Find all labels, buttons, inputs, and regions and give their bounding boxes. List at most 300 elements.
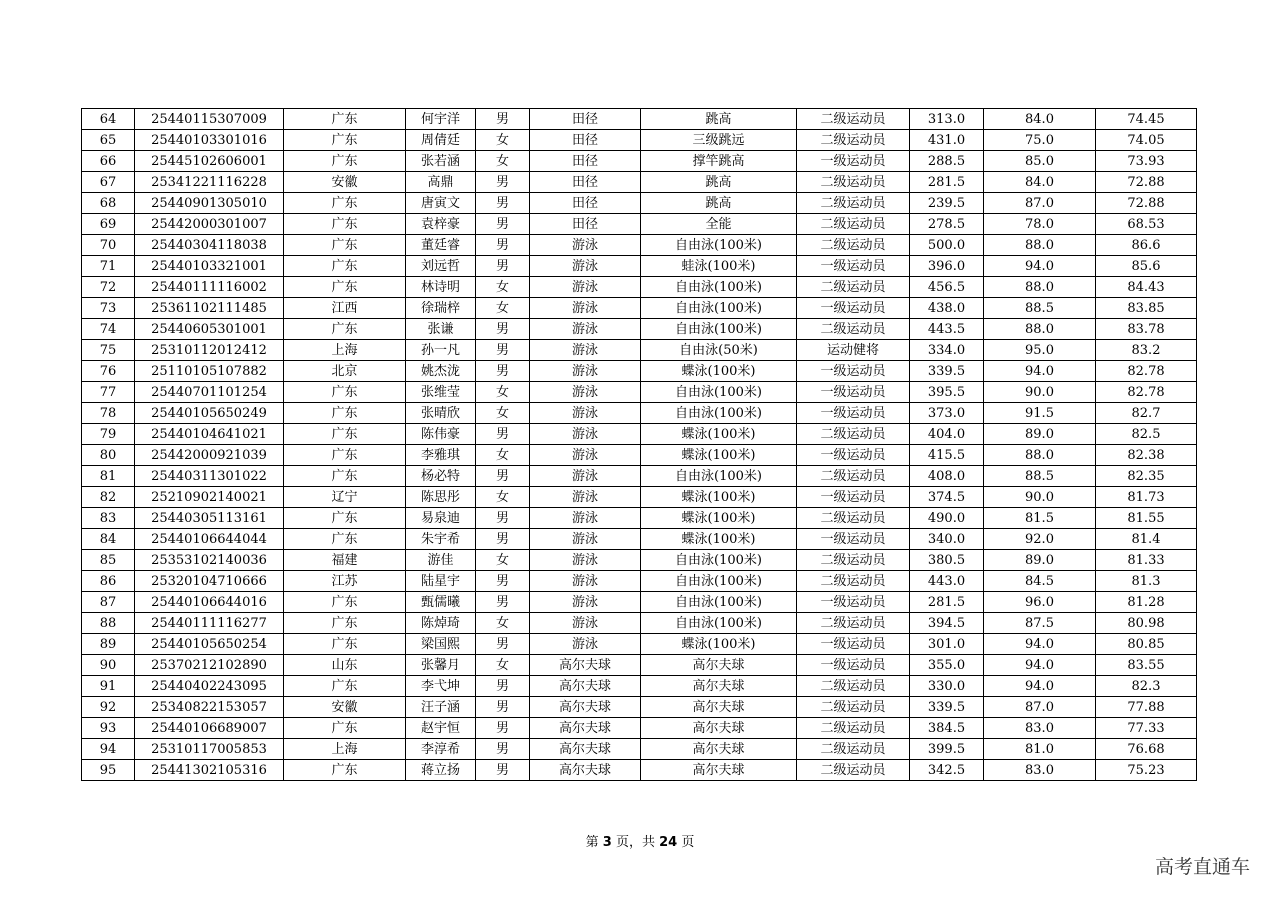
test-score-cell: 90.0 — [984, 487, 1096, 508]
name-cell: 唐寅文 — [406, 193, 476, 214]
name-cell: 陈焯琦 — [406, 613, 476, 634]
total-cell: 74.05 — [1096, 130, 1197, 151]
seq-cell: 85 — [82, 550, 135, 571]
sport-cell: 田径 — [530, 109, 641, 130]
gender-cell: 女 — [476, 298, 530, 319]
sport-cell: 高尔夫球 — [530, 760, 641, 781]
seq-cell: 70 — [82, 235, 135, 256]
gender-cell: 男 — [476, 214, 530, 235]
level-cell: 二级运动员 — [797, 550, 910, 571]
table-row — [82, 676, 1197, 697]
name-cell: 汪子涵 — [406, 697, 476, 718]
test-score-cell: 88.0 — [984, 319, 1096, 340]
province-cell: 上海 — [284, 340, 406, 361]
total-cell: 77.88 — [1096, 697, 1197, 718]
test-score-cell: 84.5 — [984, 571, 1096, 592]
province-cell: 广东 — [284, 592, 406, 613]
watermark: 高考直通车 — [1154, 856, 1250, 878]
name-cell: 陆星宇 — [406, 571, 476, 592]
province-cell: 广东 — [284, 718, 406, 739]
table-body — [82, 109, 1197, 781]
score-cell: 334.0 — [910, 340, 984, 361]
total-cell: 83.55 — [1096, 655, 1197, 676]
level-cell: 一级运动员 — [797, 151, 910, 172]
score-cell: 394.5 — [910, 613, 984, 634]
level-cell: 二级运动员 — [797, 466, 910, 487]
score-cell: 355.0 — [910, 655, 984, 676]
seq-cell: 90 — [82, 655, 135, 676]
exam-id-cell: 25440106644044 — [135, 529, 284, 550]
gender-cell: 女 — [476, 655, 530, 676]
level-cell: 一级运动员 — [797, 403, 910, 424]
exam-id-cell: 25440111116002 — [135, 277, 284, 298]
exam-id-cell: 25440103301016 — [135, 130, 284, 151]
seq-cell: 73 — [82, 298, 135, 319]
total-cell: 77.33 — [1096, 718, 1197, 739]
exam-id-cell: 25440311301022 — [135, 466, 284, 487]
province-cell: 福建 — [284, 550, 406, 571]
score-cell: 380.5 — [910, 550, 984, 571]
seq-cell: 95 — [82, 760, 135, 781]
total-cell: 75.23 — [1096, 760, 1197, 781]
event-cell: 高尔夫球 — [641, 676, 797, 697]
score-cell: 342.5 — [910, 760, 984, 781]
test-score-cell: 94.0 — [984, 256, 1096, 277]
total-cell: 82.35 — [1096, 466, 1197, 487]
total-cell: 81.3 — [1096, 571, 1197, 592]
province-cell: 广东 — [284, 529, 406, 550]
sport-cell: 高尔夫球 — [530, 697, 641, 718]
level-cell: 一级运动员 — [797, 256, 910, 277]
exam-id-cell: 25310117005853 — [135, 739, 284, 760]
name-cell: 孙一凡 — [406, 340, 476, 361]
test-score-cell: 96.0 — [984, 592, 1096, 613]
footer-suffix: 页 — [677, 835, 695, 850]
total-cell: 74.45 — [1096, 109, 1197, 130]
seq-cell: 75 — [82, 340, 135, 361]
sport-cell: 游泳 — [530, 550, 641, 571]
level-cell: 二级运动员 — [797, 109, 910, 130]
total-cell: 82.5 — [1096, 424, 1197, 445]
name-cell: 朱宇希 — [406, 529, 476, 550]
gender-cell: 男 — [476, 508, 530, 529]
gender-cell: 男 — [476, 718, 530, 739]
score-cell: 384.5 — [910, 718, 984, 739]
level-cell: 一级运动员 — [797, 445, 910, 466]
event-cell: 自由泳(100米) — [641, 571, 797, 592]
total-cell: 82.78 — [1096, 382, 1197, 403]
name-cell: 张维莹 — [406, 382, 476, 403]
event-cell: 自由泳(100米) — [641, 319, 797, 340]
exam-id-cell: 25442000301007 — [135, 214, 284, 235]
results-table — [81, 108, 1197, 781]
total-cell: 82.3 — [1096, 676, 1197, 697]
name-cell: 姚杰泷 — [406, 361, 476, 382]
table-row — [82, 130, 1197, 151]
province-cell: 广东 — [284, 508, 406, 529]
seq-cell: 72 — [82, 277, 135, 298]
level-cell: 二级运动员 — [797, 508, 910, 529]
name-cell: 陈思彤 — [406, 487, 476, 508]
gender-cell: 男 — [476, 361, 530, 382]
event-cell: 自由泳(100米) — [641, 592, 797, 613]
score-cell: 301.0 — [910, 634, 984, 655]
score-cell: 399.5 — [910, 739, 984, 760]
seq-cell: 93 — [82, 718, 135, 739]
total-cell: 82.78 — [1096, 361, 1197, 382]
level-cell: 二级运动员 — [797, 571, 910, 592]
gender-cell: 男 — [476, 172, 530, 193]
score-cell: 281.5 — [910, 172, 984, 193]
exam-id-cell: 25440105650249 — [135, 403, 284, 424]
name-cell: 刘远哲 — [406, 256, 476, 277]
event-cell: 高尔夫球 — [641, 655, 797, 676]
exam-id-cell: 25440305113161 — [135, 508, 284, 529]
exam-id-cell: 25440901305010 — [135, 193, 284, 214]
seq-cell: 78 — [82, 403, 135, 424]
score-cell: 239.5 — [910, 193, 984, 214]
total-cell: 72.88 — [1096, 172, 1197, 193]
province-cell: 江西 — [284, 298, 406, 319]
gender-cell: 男 — [476, 340, 530, 361]
sport-cell: 游泳 — [530, 319, 641, 340]
event-cell: 蝶泳(100米) — [641, 424, 797, 445]
test-score-cell: 88.0 — [984, 277, 1096, 298]
sport-cell: 游泳 — [530, 382, 641, 403]
total-cell: 80.98 — [1096, 613, 1197, 634]
sport-cell: 田径 — [530, 214, 641, 235]
name-cell: 梁国熙 — [406, 634, 476, 655]
level-cell: 运动健将 — [797, 340, 910, 361]
province-cell: 广东 — [284, 235, 406, 256]
event-cell: 高尔夫球 — [641, 697, 797, 718]
name-cell: 李雅琪 — [406, 445, 476, 466]
test-score-cell: 83.0 — [984, 718, 1096, 739]
table-row — [82, 424, 1197, 445]
event-cell: 跳高 — [641, 172, 797, 193]
gender-cell: 男 — [476, 739, 530, 760]
event-cell: 自由泳(100米) — [641, 235, 797, 256]
seq-cell: 76 — [82, 361, 135, 382]
level-cell: 二级运动员 — [797, 319, 910, 340]
score-cell: 431.0 — [910, 130, 984, 151]
score-cell: 330.0 — [910, 676, 984, 697]
score-cell: 408.0 — [910, 466, 984, 487]
score-cell: 373.0 — [910, 403, 984, 424]
exam-id-cell: 25353102140036 — [135, 550, 284, 571]
province-cell: 广东 — [284, 382, 406, 403]
sport-cell: 田径 — [530, 193, 641, 214]
gender-cell: 女 — [476, 445, 530, 466]
test-score-cell: 94.0 — [984, 655, 1096, 676]
province-cell: 上海 — [284, 739, 406, 760]
province-cell: 广东 — [284, 214, 406, 235]
total-cell: 83.2 — [1096, 340, 1197, 361]
test-score-cell: 87.0 — [984, 193, 1096, 214]
seq-cell: 77 — [82, 382, 135, 403]
sport-cell: 游泳 — [530, 613, 641, 634]
level-cell: 二级运动员 — [797, 676, 910, 697]
level-cell: 二级运动员 — [797, 277, 910, 298]
name-cell: 张谦 — [406, 319, 476, 340]
seq-cell: 80 — [82, 445, 135, 466]
score-cell: 281.5 — [910, 592, 984, 613]
name-cell: 易泉迪 — [406, 508, 476, 529]
sport-cell: 游泳 — [530, 361, 641, 382]
table-row — [82, 613, 1197, 634]
seq-cell: 88 — [82, 613, 135, 634]
table-row — [82, 109, 1197, 130]
test-score-cell: 88.5 — [984, 298, 1096, 319]
test-score-cell: 84.0 — [984, 109, 1096, 130]
score-cell: 404.0 — [910, 424, 984, 445]
exam-id-cell: 25440701101254 — [135, 382, 284, 403]
name-cell: 李弋坤 — [406, 676, 476, 697]
seq-cell: 84 — [82, 529, 135, 550]
level-cell: 一级运动员 — [797, 655, 910, 676]
test-score-cell: 89.0 — [984, 424, 1096, 445]
seq-cell: 92 — [82, 697, 135, 718]
seq-cell: 79 — [82, 424, 135, 445]
sport-cell: 田径 — [530, 130, 641, 151]
score-cell: 278.5 — [910, 214, 984, 235]
score-cell: 339.5 — [910, 361, 984, 382]
total-cell: 81.33 — [1096, 550, 1197, 571]
seq-cell: 74 — [82, 319, 135, 340]
event-cell: 自由泳(100米) — [641, 550, 797, 571]
event-cell: 自由泳(100米) — [641, 277, 797, 298]
sport-cell: 高尔夫球 — [530, 718, 641, 739]
level-cell: 二级运动员 — [797, 613, 910, 634]
table-row — [82, 298, 1197, 319]
event-cell: 高尔夫球 — [641, 739, 797, 760]
total-cell: 83.85 — [1096, 298, 1197, 319]
level-cell: 一级运动员 — [797, 361, 910, 382]
exam-id-cell: 25441302105316 — [135, 760, 284, 781]
sport-cell: 游泳 — [530, 256, 641, 277]
exam-id-cell: 25370212102890 — [135, 655, 284, 676]
footer-middle: 页，共 — [611, 835, 660, 850]
name-cell: 蒋立扬 — [406, 760, 476, 781]
test-score-cell: 94.0 — [984, 676, 1096, 697]
gender-cell: 男 — [476, 319, 530, 340]
seq-cell: 68 — [82, 193, 135, 214]
page-total: 24 — [659, 835, 678, 850]
score-cell: 374.5 — [910, 487, 984, 508]
score-cell: 443.0 — [910, 571, 984, 592]
seq-cell: 67 — [82, 172, 135, 193]
name-cell: 李淳希 — [406, 739, 476, 760]
table-row — [82, 214, 1197, 235]
table-row — [82, 172, 1197, 193]
test-score-cell: 87.0 — [984, 697, 1096, 718]
total-cell: 81.55 — [1096, 508, 1197, 529]
exam-id-cell: 25440105650254 — [135, 634, 284, 655]
level-cell: 一级运动员 — [797, 487, 910, 508]
total-cell: 76.68 — [1096, 739, 1197, 760]
gender-cell: 男 — [476, 571, 530, 592]
page-footer — [0, 831, 1280, 850]
event-cell: 跳高 — [641, 193, 797, 214]
sport-cell: 游泳 — [530, 508, 641, 529]
gender-cell: 女 — [476, 487, 530, 508]
table-row — [82, 634, 1197, 655]
table-row — [82, 382, 1197, 403]
score-cell: 415.5 — [910, 445, 984, 466]
province-cell: 广东 — [284, 193, 406, 214]
test-score-cell: 78.0 — [984, 214, 1096, 235]
exam-id-cell: 25440115307009 — [135, 109, 284, 130]
province-cell: 广东 — [284, 277, 406, 298]
footer-prefix: 第 — [585, 835, 603, 850]
province-cell: 广东 — [284, 151, 406, 172]
test-score-cell: 95.0 — [984, 340, 1096, 361]
sport-cell: 田径 — [530, 151, 641, 172]
level-cell: 二级运动员 — [797, 214, 910, 235]
event-cell: 自由泳(100米) — [641, 466, 797, 487]
test-score-cell: 89.0 — [984, 550, 1096, 571]
total-cell: 84.43 — [1096, 277, 1197, 298]
score-cell: 313.0 — [910, 109, 984, 130]
sport-cell: 游泳 — [530, 529, 641, 550]
gender-cell: 男 — [476, 760, 530, 781]
level-cell: 二级运动员 — [797, 760, 910, 781]
sport-cell: 游泳 — [530, 340, 641, 361]
seq-cell: 69 — [82, 214, 135, 235]
table-row — [82, 361, 1197, 382]
event-cell: 全能 — [641, 214, 797, 235]
name-cell: 张若涵 — [406, 151, 476, 172]
seq-cell: 86 — [82, 571, 135, 592]
exam-id-cell: 25440103321001 — [135, 256, 284, 277]
table-row — [82, 508, 1197, 529]
province-cell: 广东 — [284, 109, 406, 130]
seq-cell: 91 — [82, 676, 135, 697]
table-row — [82, 277, 1197, 298]
total-cell: 72.88 — [1096, 193, 1197, 214]
province-cell: 安徽 — [284, 697, 406, 718]
event-cell: 蛙泳(100米) — [641, 256, 797, 277]
province-cell: 广东 — [284, 256, 406, 277]
name-cell: 游佳 — [406, 550, 476, 571]
exam-id-cell: 25440104641021 — [135, 424, 284, 445]
province-cell: 安徽 — [284, 172, 406, 193]
gender-cell: 女 — [476, 550, 530, 571]
score-cell: 456.5 — [910, 277, 984, 298]
total-cell: 81.4 — [1096, 529, 1197, 550]
event-cell: 蝶泳(100米) — [641, 508, 797, 529]
gender-cell: 男 — [476, 676, 530, 697]
gender-cell: 男 — [476, 466, 530, 487]
table-row — [82, 550, 1197, 571]
gender-cell: 女 — [476, 277, 530, 298]
province-cell: 广东 — [284, 424, 406, 445]
name-cell: 何宇洋 — [406, 109, 476, 130]
table-row — [82, 697, 1197, 718]
event-cell: 撑竿跳高 — [641, 151, 797, 172]
table-row — [82, 235, 1197, 256]
test-score-cell: 94.0 — [984, 361, 1096, 382]
gender-cell: 女 — [476, 403, 530, 424]
total-cell: 86.6 — [1096, 235, 1197, 256]
province-cell: 辽宁 — [284, 487, 406, 508]
score-cell: 438.0 — [910, 298, 984, 319]
exam-id-cell: 25440402243095 — [135, 676, 284, 697]
exam-id-cell: 25440106644016 — [135, 592, 284, 613]
gender-cell: 男 — [476, 592, 530, 613]
event-cell: 自由泳(100米) — [641, 403, 797, 424]
sport-cell: 田径 — [530, 172, 641, 193]
table-row — [82, 193, 1197, 214]
name-cell: 甄儒曦 — [406, 592, 476, 613]
name-cell: 周倩廷 — [406, 130, 476, 151]
province-cell: 广东 — [284, 613, 406, 634]
level-cell: 一级运动员 — [797, 382, 910, 403]
level-cell: 二级运动员 — [797, 697, 910, 718]
seq-cell: 71 — [82, 256, 135, 277]
event-cell: 跳高 — [641, 109, 797, 130]
province-cell: 山东 — [284, 655, 406, 676]
test-score-cell: 83.0 — [984, 760, 1096, 781]
table-row — [82, 760, 1197, 781]
level-cell: 二级运动员 — [797, 130, 910, 151]
level-cell: 二级运动员 — [797, 739, 910, 760]
test-score-cell: 75.0 — [984, 130, 1096, 151]
name-cell: 杨必特 — [406, 466, 476, 487]
table-row — [82, 319, 1197, 340]
province-cell: 广东 — [284, 130, 406, 151]
total-cell: 80.85 — [1096, 634, 1197, 655]
event-cell: 三级跳远 — [641, 130, 797, 151]
sport-cell: 游泳 — [530, 403, 641, 424]
sport-cell: 高尔夫球 — [530, 676, 641, 697]
name-cell: 陈伟豪 — [406, 424, 476, 445]
gender-cell: 男 — [476, 235, 530, 256]
level-cell: 一级运动员 — [797, 592, 910, 613]
table-row — [82, 718, 1197, 739]
gender-cell: 男 — [476, 109, 530, 130]
event-cell: 蝶泳(100米) — [641, 445, 797, 466]
total-cell: 82.38 — [1096, 445, 1197, 466]
sport-cell: 游泳 — [530, 445, 641, 466]
province-cell: 广东 — [284, 760, 406, 781]
event-cell: 高尔夫球 — [641, 760, 797, 781]
score-cell: 288.5 — [910, 151, 984, 172]
name-cell: 赵宇恒 — [406, 718, 476, 739]
name-cell: 徐瑞梓 — [406, 298, 476, 319]
name-cell: 林诗明 — [406, 277, 476, 298]
gender-cell: 男 — [476, 424, 530, 445]
gender-cell: 男 — [476, 697, 530, 718]
level-cell: 一级运动员 — [797, 529, 910, 550]
level-cell: 二级运动员 — [797, 718, 910, 739]
event-cell: 蝶泳(100米) — [641, 361, 797, 382]
score-cell: 500.0 — [910, 235, 984, 256]
sport-cell: 游泳 — [530, 592, 641, 613]
event-cell: 蝶泳(100米) — [641, 529, 797, 550]
exam-id-cell: 25210902140021 — [135, 487, 284, 508]
event-cell: 自由泳(100米) — [641, 613, 797, 634]
gender-cell: 男 — [476, 529, 530, 550]
table-row — [82, 256, 1197, 277]
province-cell: 广东 — [284, 634, 406, 655]
page-number: 3 — [602, 835, 612, 850]
seq-cell: 94 — [82, 739, 135, 760]
sport-cell: 游泳 — [530, 634, 641, 655]
exam-id-cell: 25440304118038 — [135, 235, 284, 256]
table-row — [82, 571, 1197, 592]
test-score-cell: 87.5 — [984, 613, 1096, 634]
